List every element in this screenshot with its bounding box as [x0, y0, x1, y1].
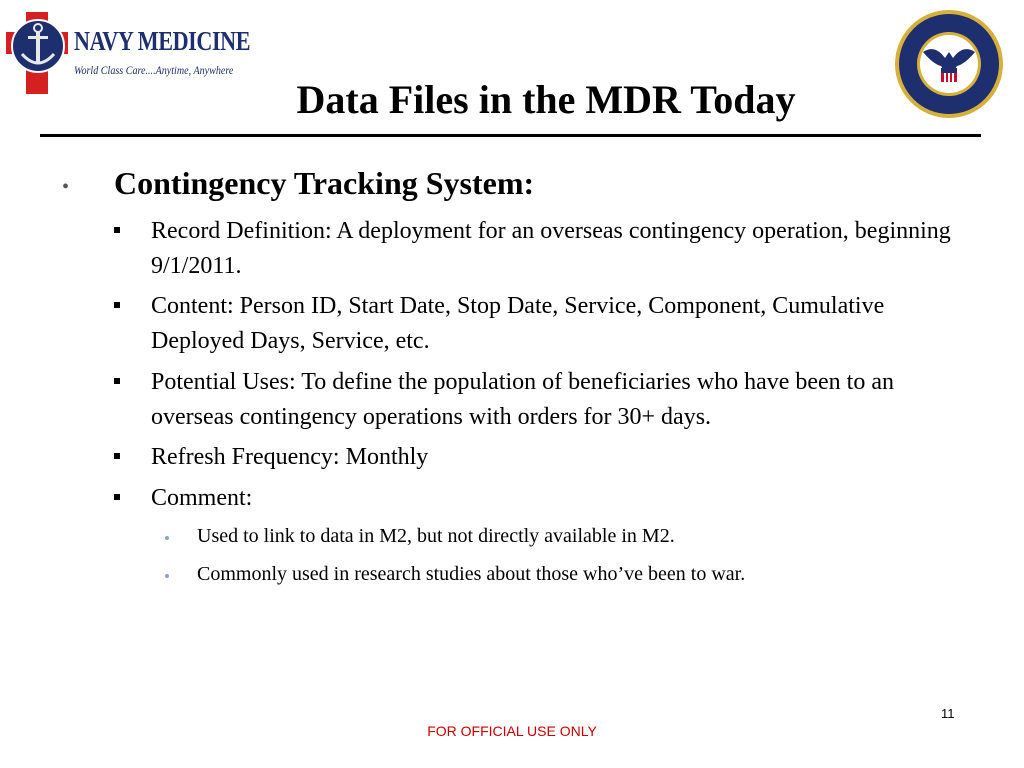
list-item: Comment: — [151, 485, 253, 511]
sub-bullet — [165, 536, 169, 540]
square-bullet — [114, 453, 120, 459]
sub-bullet — [165, 574, 169, 578]
section-heading: Contingency Tracking System: — [114, 165, 535, 201]
list-item: Content: Person ID, Start Date, Stop Date, Service, Component, Cumulative Deployed Days, Service, etc. — [151, 293, 885, 354]
sub-list-item: Used to link to data in M2, but not directly available in M2. — [197, 525, 675, 547]
logo-name: NAVY MEDICINE — [74, 26, 251, 56]
classification-banner: FOR OFFICIAL USE ONLY — [427, 723, 597, 739]
list-item: Refresh Frequency: Monthly — [151, 444, 429, 470]
square-bullet — [114, 378, 120, 384]
logo-tagline: World Class Care....Anytime, Anywhere — [74, 63, 234, 77]
list-item: Potential Uses: To define the population of beneficiaries who have been to an overseas contingency operations with orders for 30+ days. — [151, 369, 894, 430]
title-divider — [40, 134, 981, 137]
sub-list-item: Commonly used in research studies about those who’ve been to war. — [197, 563, 746, 585]
square-bullet — [114, 302, 120, 308]
square-bullet — [114, 227, 120, 233]
square-bullet — [114, 494, 120, 500]
page-number: 11 — [941, 706, 955, 721]
bullet-dot: • — [62, 176, 70, 198]
list-item: Record Definition: A deployment for an overseas contingency operation, beginning 9/1/2011. — [151, 218, 951, 279]
slide-title: Data Files in the MDR Today — [296, 77, 796, 122]
